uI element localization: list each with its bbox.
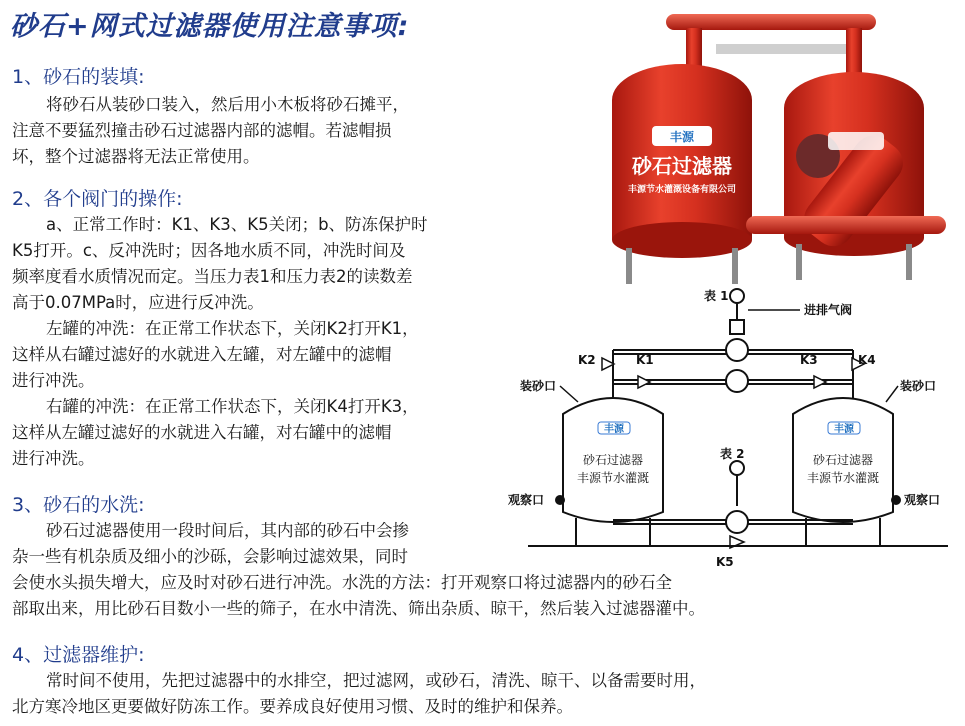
k5-label: K5	[716, 555, 734, 569]
text-line: 坏，整个过滤器将无法正常使用。	[12, 147, 260, 166]
text-line: 杂一些有机杂质及细小的沙砾，会影响过滤效果，同时	[12, 547, 408, 566]
leg	[732, 248, 738, 284]
text-line: 常时间不使用，先把过滤器中的水排空，把过滤网，或砂石，清洗、晾干、以备需要时用，	[46, 671, 706, 690]
leg	[626, 248, 632, 284]
text-line: 左罐的冲洗：在正常工作状态下，关闭K2打开K1，	[46, 319, 419, 338]
text-line: 部取出来，用比砂石目数小一些的筛子，在水中清洗、筛出杂质、晾干，然后装入过滤器灌中。	[12, 599, 705, 618]
left-riser	[686, 28, 702, 68]
bottom-pipe	[746, 216, 946, 234]
section-4-body	[12, 668, 706, 720]
right-tank-logo: 丰源	[834, 424, 854, 435]
text-line: K5打开。c、反冲洗时；因各地水质不同，冲洗时间及	[12, 241, 406, 260]
photo-company: 丰源节水灌溉设备有限公司	[627, 185, 737, 195]
mid-tee-icon	[726, 370, 748, 392]
text-line: 注意不要猛烈撞击砂石过滤器内部的滤帽。若滤帽损	[12, 121, 392, 140]
window-right-label: 观察口	[904, 493, 941, 507]
k4-label: K4	[858, 353, 876, 367]
left-tank-sub: 丰源节水灌溉	[576, 471, 650, 485]
photo-logo: 丰源	[669, 130, 695, 144]
leg	[796, 244, 802, 280]
section-2-heading: 2、各个阀门的操作:	[12, 188, 183, 210]
text-line: 频率度看水质情况而定。当压力表1和压力表2的读数差	[12, 267, 413, 286]
text-line: 进行冲洗。	[12, 371, 95, 390]
section-2-body	[12, 212, 428, 472]
text-line: 这样从左罐过滤好的水就进入右罐，对右罐中的滤帽	[12, 423, 392, 442]
gauge-2-label: 表 2	[720, 447, 745, 461]
top-pipe	[666, 14, 876, 30]
left-tank-logo: 丰源	[604, 424, 624, 435]
window-left-label: 观察口	[508, 493, 545, 507]
right-tank-sub: 丰源节水灌溉	[806, 471, 880, 485]
text-line: a、正常工作时：K1、K3、K5关闭；b、防冻保护时	[46, 215, 428, 234]
sand-inlet-right-leader	[886, 386, 898, 402]
page-title: 砂石+网式过滤器使用注意事项:	[10, 11, 410, 42]
sand-inlet-right-label: 装砂口	[900, 379, 937, 393]
product-photo	[596, 8, 954, 290]
section-1-body	[12, 92, 409, 170]
text-line: 这样从右罐过滤好的水就进入左罐，对左罐中的滤帽	[12, 345, 392, 364]
text-line: 将砂石从装砂口装入，然后用小木板将砂石摊平，	[46, 95, 409, 114]
bottom-tee-icon	[726, 511, 748, 533]
k1-valve-icon	[638, 376, 650, 388]
leg	[906, 244, 912, 280]
k3-valve-icon	[814, 376, 826, 388]
air-valve-icon	[730, 320, 744, 334]
gauge-1-label: 表 1	[704, 289, 729, 303]
text-line: 砂石过滤器使用一段时间后，其内部的砂石中会掺	[46, 521, 409, 540]
text-line: 北方寒冷地区更要做好防冻工作。要养成良好使用习惯、及时的维护和保养。	[12, 697, 573, 716]
gauge-1-icon	[730, 289, 744, 303]
left-tank-name: 砂石过滤器	[582, 453, 644, 467]
text-line: 会使水头损失增大，应及时对砂石进行冲洗。水洗的方法：打开观察口将过滤器内的砂石全	[12, 573, 672, 592]
k2-label: K2	[578, 353, 596, 367]
text-line: 高于0.07MPa时，应进行反冲洗。	[12, 293, 264, 312]
k3-label: K3	[800, 353, 818, 367]
air-valve-label: 进排气阀	[804, 303, 853, 317]
text-line: 右罐的冲洗：在正常工作状态下，关闭K4打开K3，	[46, 397, 419, 416]
right-riser	[846, 28, 862, 78]
section-3-heading: 3、砂石的水洗:	[12, 494, 145, 516]
sand-inlet-left-label: 装砂口	[520, 379, 557, 393]
section-4-heading: 4、过滤器维护:	[12, 644, 145, 666]
window-right-icon	[891, 495, 901, 505]
air-valve-pipe	[716, 44, 846, 54]
window-left-icon	[555, 495, 565, 505]
photo-tank-label: 砂石过滤器	[632, 154, 732, 178]
sand-inlet-left-leader	[560, 386, 578, 402]
gauge-2-icon	[730, 461, 744, 475]
top-tee-icon	[726, 339, 748, 361]
logo-badge-right	[828, 132, 884, 150]
section-1-heading: 1、砂石的装填:	[12, 66, 145, 88]
left-tank-base	[612, 222, 752, 258]
filter-schematic	[508, 284, 958, 574]
text-line: 进行冲洗。	[12, 449, 95, 468]
right-tank-name: 砂石过滤器	[812, 453, 874, 467]
k1-label: K1	[636, 353, 654, 367]
